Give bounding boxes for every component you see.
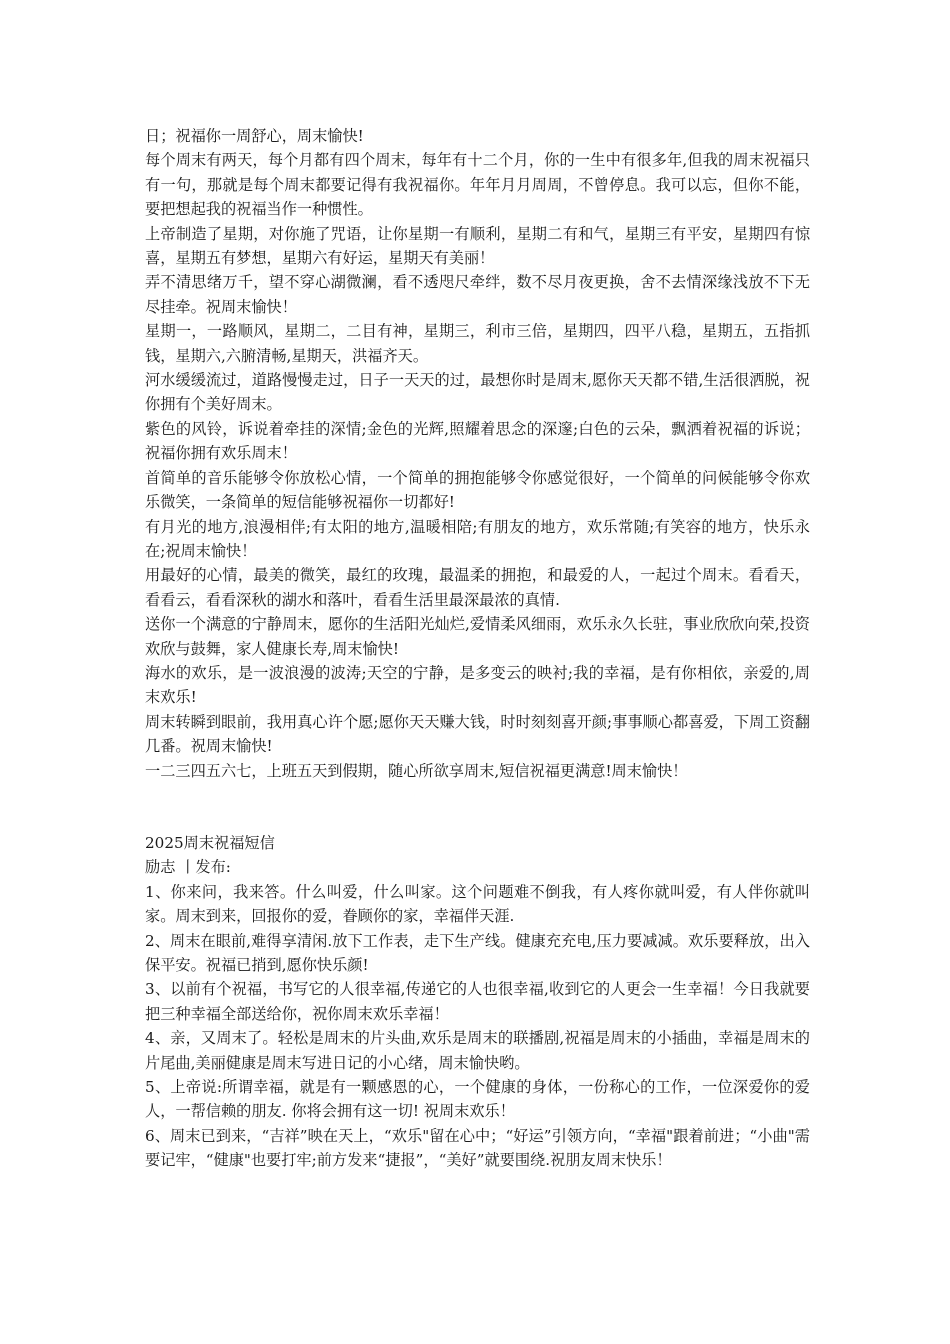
numbered-paragraph: 5、上帝说:所谓幸福，就是有一颗感恩的心，一个健康的身体，一份称心的工作，一位深爱你的爱人，一帮信赖的朋友. 你将会拥有这一切! 祝周末欢乐！ xyxy=(145,1078,810,1121)
paragraph: 首简单的音乐能够令你放松心情，一个简单的拥抱能够令你感觉很好，一个简单的问候能够令你欢乐微笑，一条简单的短信能够祝福你一切都好! xyxy=(145,468,810,512)
paragraph: 日；祝福你一周舒心，周末愉快! xyxy=(145,127,364,145)
paragraph: 用最好的心情，最美的微笑，最红的玫瑰，最温柔的拥抱，和最爱的人，一起过个周末。看看天，看看云，看看深秋的湖水和落叶，看看生活里最深最浓的真情. xyxy=(145,566,810,609)
numbered-paragraph: 1、你来问，我来答。什么叫爱，什么叫家。这个问题难不倒我，有人疼你就叫爱，有人伴你就叫家。周末到来，回报你的爱，眷顾你的家，幸福伴天涯. xyxy=(145,882,810,926)
document-body xyxy=(145,124,810,1173)
paragraph: 上帝制造了星期，对你施了咒语，让你星期一有顺利，星期二有和气，星期三有平安，星期四有惊喜，星期五有梦想，星期六有好运，星期天有美丽！ xyxy=(145,224,810,268)
numbered-paragraph: 3、以前有个祝福，书写它的人很幸福,传递它的人也很幸福,收到它的人更会一生幸福！今日我就要把三种幸福全部送给你，祝你周末欢乐幸福！ xyxy=(145,980,810,1023)
paragraph: 星期一，一路顺风，星期二，二目有神，星期三，利市三倍，星期四，四平八稳，星期五，五指抓钱，星期六,六腑清畅,星期天，洪福齐天。 xyxy=(145,322,810,365)
section-spacer xyxy=(145,783,810,831)
paragraph: 送你一个满意的宁静周末，愿你的生活阳光灿烂,爱情柔风细雨，欢乐永久长驻，事业欣欣向荣,投资欢欣与鼓舞，家人健康长寿,周末愉快! xyxy=(145,615,810,658)
paragraph: 河水缓缓流过，道路慢慢走过，日子一天天的过，最想你时是周末,愿你天天都不错,生活很洒脱，祝你拥有个美好周末。 xyxy=(145,371,810,414)
section-meta: 励志 丨发布: xyxy=(145,858,231,877)
numbered-paragraph: 4、亲，又周末了。轻松是周末的片头曲,欢乐是周末的联播剧,祝福是周末的小插曲，幸福是周末的片尾曲,美丽健康是周末写进日记的小心绪，周末愉快哟。 xyxy=(145,1029,810,1072)
paragraph: 有月光的地方,浪漫相伴;有太阳的地方,温暖相陪;有朋友的地方，欢乐常随;有笑容的地方，快乐永在;祝周末愉快！ xyxy=(145,517,810,560)
section-title: 2025周末祝福短信 xyxy=(145,833,275,852)
paragraph: 海水的欢乐，是一波浪漫的波涛;天空的宁静，是多变云的映衬;我的幸福，是有你相依，亲爱的,周末欢乐! xyxy=(145,663,810,707)
section-sms xyxy=(145,831,810,1173)
paragraph: 每个周末有两天，每个月都有四个周末，每年有十二个月，你的一生中有很多年,但我的周末祝福只有一句，那就是每个周末都要记得有我祝福你。年年月月周周，不曾停息。我可以忘，但你不能，要把想起我的祝福当作一种惯性。 xyxy=(145,151,810,219)
numbered-paragraph: 6、周末已到来，“吉祥”映在天上，“欢乐"留在心中；“好运”引领方向，“幸福"跟着前进；“小曲"需要记牢，“健康"也要打牢;前方发来“捷报”，“美好”就要围绕.祝朋友周末快乐！ xyxy=(145,1126,810,1170)
numbered-paragraph: 2、周末在眼前,难得享清闲.放下工作表，走下生产线。健康充充电,压力要减减。欢乐要释放，出入保平安。祝福已捎到,愿你快乐颜! xyxy=(145,931,810,974)
paragraph: 紫色的风铃，诉说着牵挂的深情;金色的光辉,照耀着思念的深邃;白色的云朵，飘洒着祝福的诉说；祝福你拥有欢乐周末！ xyxy=(145,419,810,463)
paragraph: 一二三四五六七，上班五天到假期，随心所欲享周末,短信祝福更满意!周末愉快！ xyxy=(145,761,688,780)
paragraph: 周末转瞬到眼前，我用真心许个愿;愿你天天赚大钱，时时刻刻喜开颜;事事顺心都喜爱，下周工资翻几番。祝周末愉快! xyxy=(145,712,810,756)
paragraph: 弄不清思绪万千，望不穿心湖微澜，看不透咫尺牵绊，数不尽月夜更换，舍不去情深缘浅放不下无尽挂牵。祝周末愉快！ xyxy=(145,273,810,316)
section-greetings xyxy=(145,124,810,783)
